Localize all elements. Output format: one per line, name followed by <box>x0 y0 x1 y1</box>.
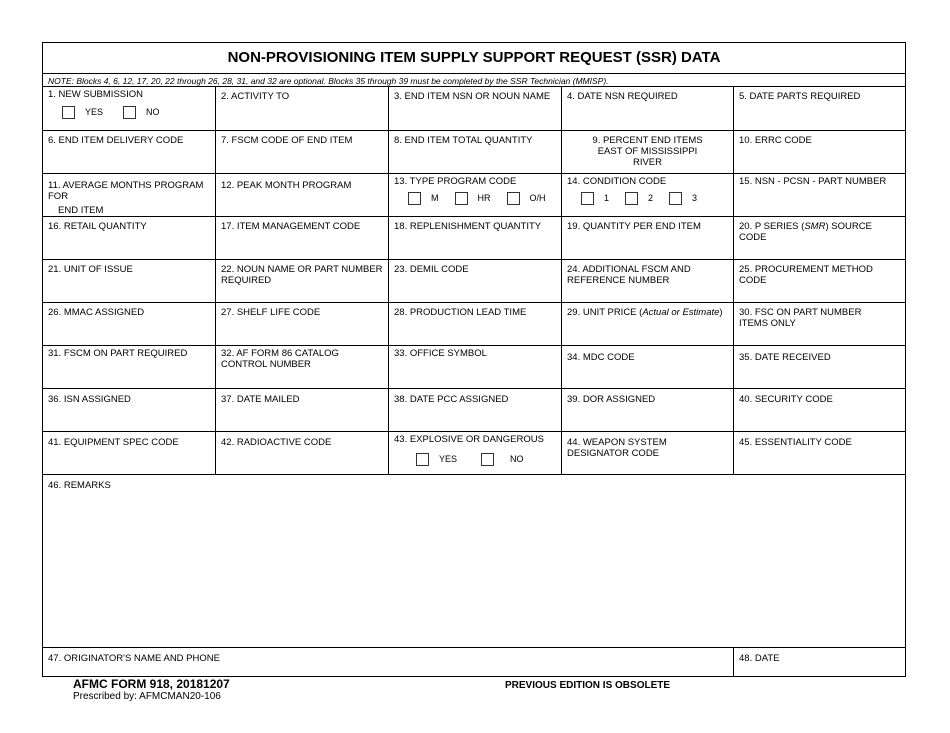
block-1-label: 1. NEW SUBMISSION <box>48 89 144 100</box>
block-21[interactable] <box>43 259 215 302</box>
no-label: NO <box>146 107 160 117</box>
explosive-yes-label: YES <box>439 454 458 464</box>
program-code-hr-checkbox[interactable] <box>455 192 468 205</box>
block-20-smr: SMR <box>804 221 826 232</box>
block-3[interactable] <box>388 87 561 130</box>
block-33-label: 33. OFFICE SYMBOL <box>394 348 487 359</box>
block-23-label: 23. DEMIL CODE <box>394 264 469 275</box>
block-21-label: 21. UNIT OF ISSUE <box>48 264 133 275</box>
block-19-label: 19. QUANTITY PER END ITEM <box>567 221 701 232</box>
block-24-label: 24. ADDITIONAL FSCM AND REFERENCE NUMBER <box>567 264 691 286</box>
program-code-m-checkbox[interactable] <box>408 192 421 205</box>
block-17-label: 17. ITEM MANAGEMENT CODE <box>221 221 361 232</box>
block-18[interactable] <box>388 216 561 259</box>
block-9-label: 9. PERCENT END ITEMS EAST OF MISSISSIPPI RIVER <box>592 135 703 168</box>
new-submission-yes-checkbox[interactable] <box>62 106 75 119</box>
block-1 <box>43 87 215 130</box>
block-48-label: 48. DATE <box>739 653 780 664</box>
block-15[interactable] <box>733 173 905 216</box>
form-id <box>73 677 230 702</box>
block-6-label: 6. END ITEM DELIVERY CODE <box>48 135 184 146</box>
block-37[interactable] <box>215 388 388 431</box>
block-15-label: 15. NSN - PCSN - PART NUMBER <box>739 176 887 187</box>
block-29-label-end: ) <box>719 307 723 318</box>
block-44-label: 44. WEAPON SYSTEM DESIGNATOR CODE <box>567 437 667 459</box>
block-4-label: 4. DATE NSN REQUIRED <box>567 91 678 102</box>
block-20-label: 20. P SERIES ( <box>739 221 805 232</box>
block-3-label: 3. END ITEM NSN OR NOUN NAME <box>394 91 551 102</box>
block-16-label: 16. RETAIL QUANTITY <box>48 221 147 232</box>
block-7[interactable] <box>215 130 388 173</box>
program-oh-label: O/H <box>529 193 546 203</box>
block-31[interactable] <box>43 345 215 388</box>
block-46-label: 46. REMARKS <box>48 480 111 491</box>
block-29-label: 29. UNIT PRICE ( <box>567 307 643 318</box>
block-43 <box>388 431 561 474</box>
block-45-label: 45. ESSENTIALITY CODE <box>739 437 852 448</box>
block-39-label: 39. DOR ASSIGNED <box>567 394 656 405</box>
block-32-label: 32. AF FORM 86 CATALOG CONTROL NUMBER <box>221 348 339 370</box>
form-title: NON-PROVISIONING ITEM SUPPLY SUPPORT REQUEST (SSR) DATA <box>227 49 721 66</box>
block-37-label: 37. DATE MAILED <box>221 394 300 405</box>
ssr-form <box>42 42 906 677</box>
block-16[interactable] <box>43 216 215 259</box>
block-40[interactable] <box>733 388 905 431</box>
block-36[interactable] <box>43 388 215 431</box>
block-13 <box>388 173 561 216</box>
program-hr-label: HR <box>477 193 491 203</box>
block-27-label: 27. SHELF LIFE CODE <box>221 307 321 318</box>
block-10-label: 10. ERRC CODE <box>739 135 812 146</box>
block-47-label: 47. ORIGINATOR'S NAME AND PHONE <box>48 653 220 664</box>
block-14-label: 14. CONDITION CODE <box>567 176 667 187</box>
block-28[interactable] <box>388 302 561 345</box>
block-46-remarks[interactable] <box>43 474 905 647</box>
yes-label: YES <box>85 107 104 117</box>
block-7-label: 7. FSCM CODE OF END ITEM <box>221 135 353 146</box>
explosive-yes-checkbox[interactable] <box>416 453 429 466</box>
block-42[interactable] <box>215 431 388 474</box>
condition-code-2-checkbox[interactable] <box>625 192 638 205</box>
block-24[interactable] <box>561 259 733 302</box>
block-34-label: 34. MDC CODE <box>567 352 635 363</box>
block-5-label: 5. DATE PARTS REQUIRED <box>739 91 861 102</box>
block-38-label: 38. DATE PCC ASSIGNED <box>394 394 509 405</box>
block-48[interactable] <box>733 647 905 676</box>
block-8[interactable] <box>388 130 561 173</box>
block-11-label-line2: END ITEM <box>58 205 104 216</box>
block-44[interactable] <box>561 431 733 474</box>
block-11-label: 11. AVERAGE MONTHS PROGRAM FOR <box>48 180 204 202</box>
block-28-label: 28. PRODUCTION LEAD TIME <box>394 307 527 318</box>
block-39[interactable] <box>561 388 733 431</box>
block-30[interactable] <box>733 302 905 345</box>
block-43-label: 43. EXPLOSIVE OR DANGEROUS <box>394 434 544 445</box>
block-6[interactable] <box>43 130 215 173</box>
block-12[interactable] <box>215 173 388 216</box>
block-18-label: 18. REPLENISHMENT QUANTITY <box>394 221 542 232</box>
block-22[interactable] <box>215 259 388 302</box>
condition-1-label: 1 <box>604 193 610 203</box>
block-40-label: 40. SECURITY CODE <box>739 394 833 405</box>
block-31-label: 31. FSCM ON PART REQUIRED <box>48 348 188 359</box>
condition-code-1-checkbox[interactable] <box>581 192 594 205</box>
form-note: NOTE: Blocks 4, 6, 12, 17, 20, 22 through 26, 28, 31, and 32 are optional. Blocks 35 through 39 must be completed by the SSR Technician (MMISP). <box>43 73 905 87</box>
block-35-label: 35. DATE RECEIVED <box>739 352 831 363</box>
block-20-label-end: ) SOURCE CODE <box>739 221 872 243</box>
block-41-label: 41. EQUIPMENT SPEC CODE <box>48 437 179 448</box>
block-4[interactable] <box>561 87 733 130</box>
block-32[interactable] <box>215 345 388 388</box>
block-12-label: 12. PEAK MONTH PROGRAM <box>221 180 352 191</box>
block-19[interactable] <box>561 216 733 259</box>
block-45[interactable] <box>733 431 905 474</box>
block-14 <box>561 173 733 216</box>
block-34[interactable] <box>561 345 733 388</box>
block-42-label: 42. RADIOACTIVE CODE <box>221 437 332 448</box>
block-5[interactable] <box>733 87 905 130</box>
block-35[interactable] <box>733 345 905 388</box>
block-25[interactable] <box>733 259 905 302</box>
block-33[interactable] <box>388 345 561 388</box>
condition-2-label: 2 <box>648 193 654 203</box>
condition-code-3-checkbox[interactable] <box>669 192 682 205</box>
block-2-label: 2. ACTIVITY TO <box>221 91 290 102</box>
block-13-label: 13. TYPE PROGRAM CODE <box>394 176 517 187</box>
block-30-label: 30. FSC ON PART NUMBER ITEMS ONLY <box>739 307 862 329</box>
program-m-label: M <box>431 193 439 203</box>
block-47[interactable] <box>43 647 733 676</box>
block-27[interactable] <box>215 302 388 345</box>
explosive-no-checkbox[interactable] <box>481 453 494 466</box>
block-22-label: 22. NOUN NAME OR PART NUMBER REQUIRED <box>221 264 383 286</box>
block-26-label: 26. MMAC ASSIGNED <box>48 307 145 318</box>
previous-edition-notice: PREVIOUS EDITION IS OBSOLETE <box>505 680 671 691</box>
prescribed-by: Prescribed by: AFMCMAN20-106 <box>73 691 221 702</box>
block-2[interactable] <box>215 87 388 130</box>
new-submission-no-checkbox[interactable] <box>123 106 136 119</box>
block-10[interactable] <box>733 130 905 173</box>
block-17[interactable] <box>215 216 388 259</box>
program-code-oh-checkbox[interactable] <box>507 192 520 205</box>
block-11[interactable] <box>43 173 215 216</box>
block-9[interactable] <box>561 130 733 173</box>
block-25-label: 25. PROCUREMENT METHOD CODE <box>739 264 873 286</box>
block-29[interactable] <box>561 302 733 345</box>
block-38[interactable] <box>388 388 561 431</box>
block-26[interactable] <box>43 302 215 345</box>
block-36-label: 36. ISN ASSIGNED <box>48 394 131 405</box>
block-8-label: 8. END ITEM TOTAL QUANTITY <box>394 135 533 146</box>
block-41[interactable] <box>43 431 215 474</box>
condition-3-label: 3 <box>692 193 698 203</box>
explosive-no-label: NO <box>510 454 524 464</box>
block-23[interactable] <box>388 259 561 302</box>
block-29-estimate: Actual or Estimate <box>642 307 720 318</box>
form-id-text: AFMC FORM 918, 20181207 <box>73 677 230 691</box>
block-20[interactable] <box>733 216 905 259</box>
